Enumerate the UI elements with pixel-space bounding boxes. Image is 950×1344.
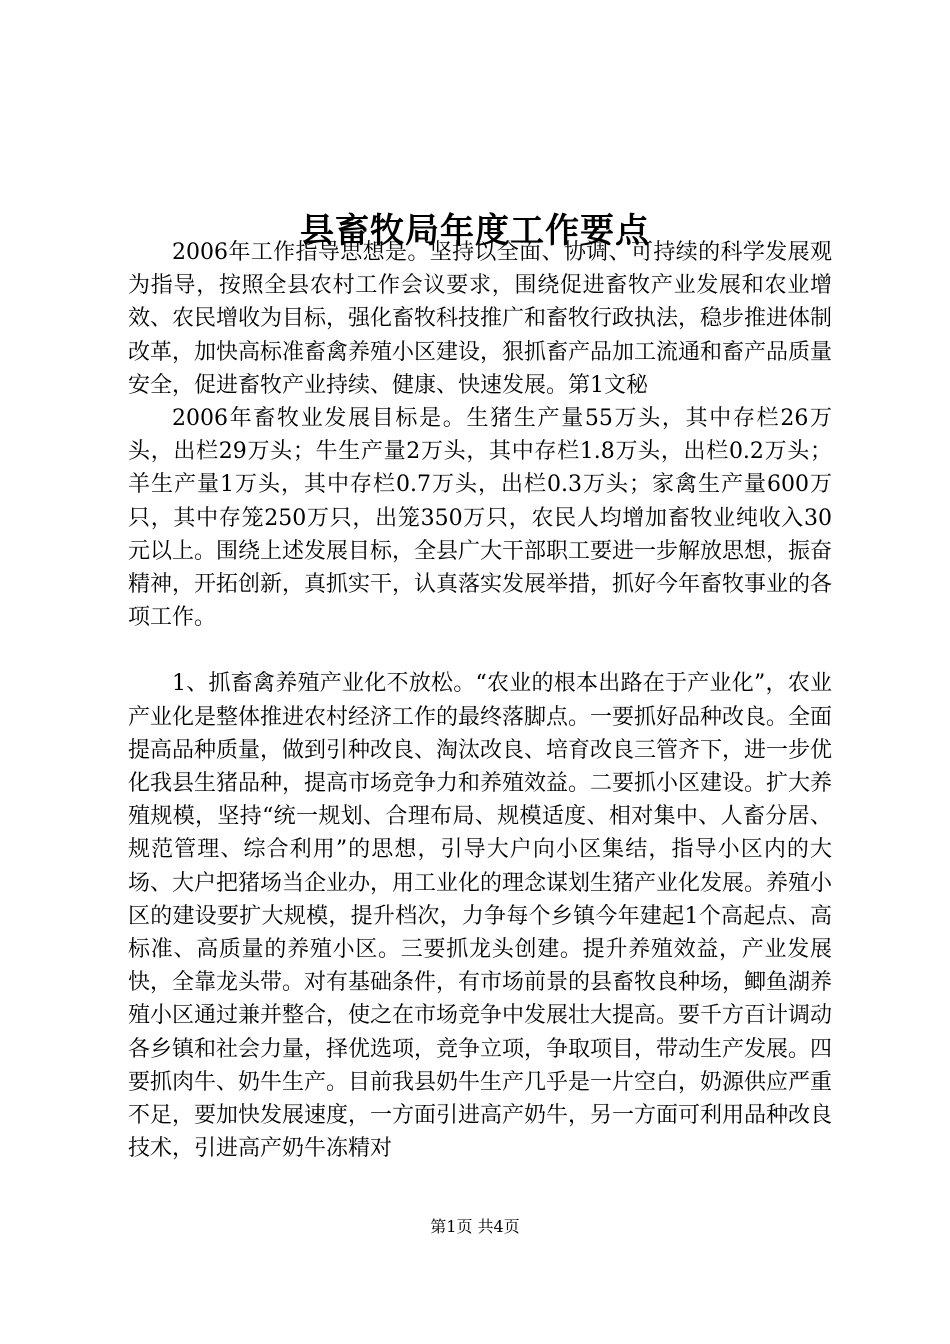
document-title: 县畜牧局年度工作要点 (300, 210, 650, 251)
paragraph-development-goals: 2006年畜牧业发展目标是。生猪生产量55万头，其中存栏26万头，出栏29万头；牛生产量2万头，其中存栏1.8万头，出栏0.2万头；羊生产量1万头，其中存栏0.7万头，出栏0.3万头；家禽生产量600万只，其中存笼250万只，出笼350万只，农民人均增加畜牧业纯收入30元以上。围绕上述发展目标，全县广大干部职工要进一步解放思想，振奋精神，开拓创新，真抓实干，认真落实发展举措，抓好今年畜牧事业的各项工作。 (128, 406, 833, 631)
document-body (128, 236, 832, 1165)
paragraph-guiding-thought: 2006年工作指导思想是。坚持以全面、协调、可持续的科学发展观为指导，按照全县农村工作会议要求，围绕促进畜牧产业发展和农业增效、农民增收为目标，强化畜牧科技推广和畜牧行政执法，稳步推进体制改革，加快高标准畜禽养殖小区建设，狠抓畜产品加工流通和畜产品质量安全，促进畜牧产业持续、健康、快速发展。第1文秘 (128, 240, 833, 398)
page-number-footer: 第1页 共4页 (430, 1217, 520, 1236)
paragraph-industrialization: 1、抓畜禽养殖产业化不放松。“农业的根本出路在于产业化”，农业产业化是整体推进农村经济工作的最终落脚点。一要抓好品种改良。全面提高品种质量，做到引种改良、淘汰改良、培育改良三管齐下，进一步优化我县生猪品种，提高市场竞争力和养殖效益。二要抓小区建设。扩大养殖规模，坚持“统一规划、合理布局、规模适度、相对集中、人畜分居、规范管理、综合利用”的思想，引导大户向小区集结，指导小区内的大场、大户把猪场当企业办，用工业化的理念谋划生猪产业化发展。养殖小区的建设要扩大规模，提升档次，力争每个乡镇今年建起1个高起点、高标准、高质量的养殖小区。三要抓龙头创建。提升养殖效益，产业发展快，全靠龙头带。对有基础条件，有市场前景的县畜牧良种场，鲫鱼湖养殖小区通过兼并整合，使之在市场竞争中发展壮大提高。要千方百计调动各乡镇和社会力量，择优选项，竞争立项，争取项目，带动生产发展。四要抓肉牛、奶牛生产。目前我县奶牛生产几乎是一片空白，奶源供应严重不足，要加快发展速度，一方面引进高产奶牛，另一方面可利用品种改良技术，引进高产奶牛冻精对 (128, 671, 833, 1162)
